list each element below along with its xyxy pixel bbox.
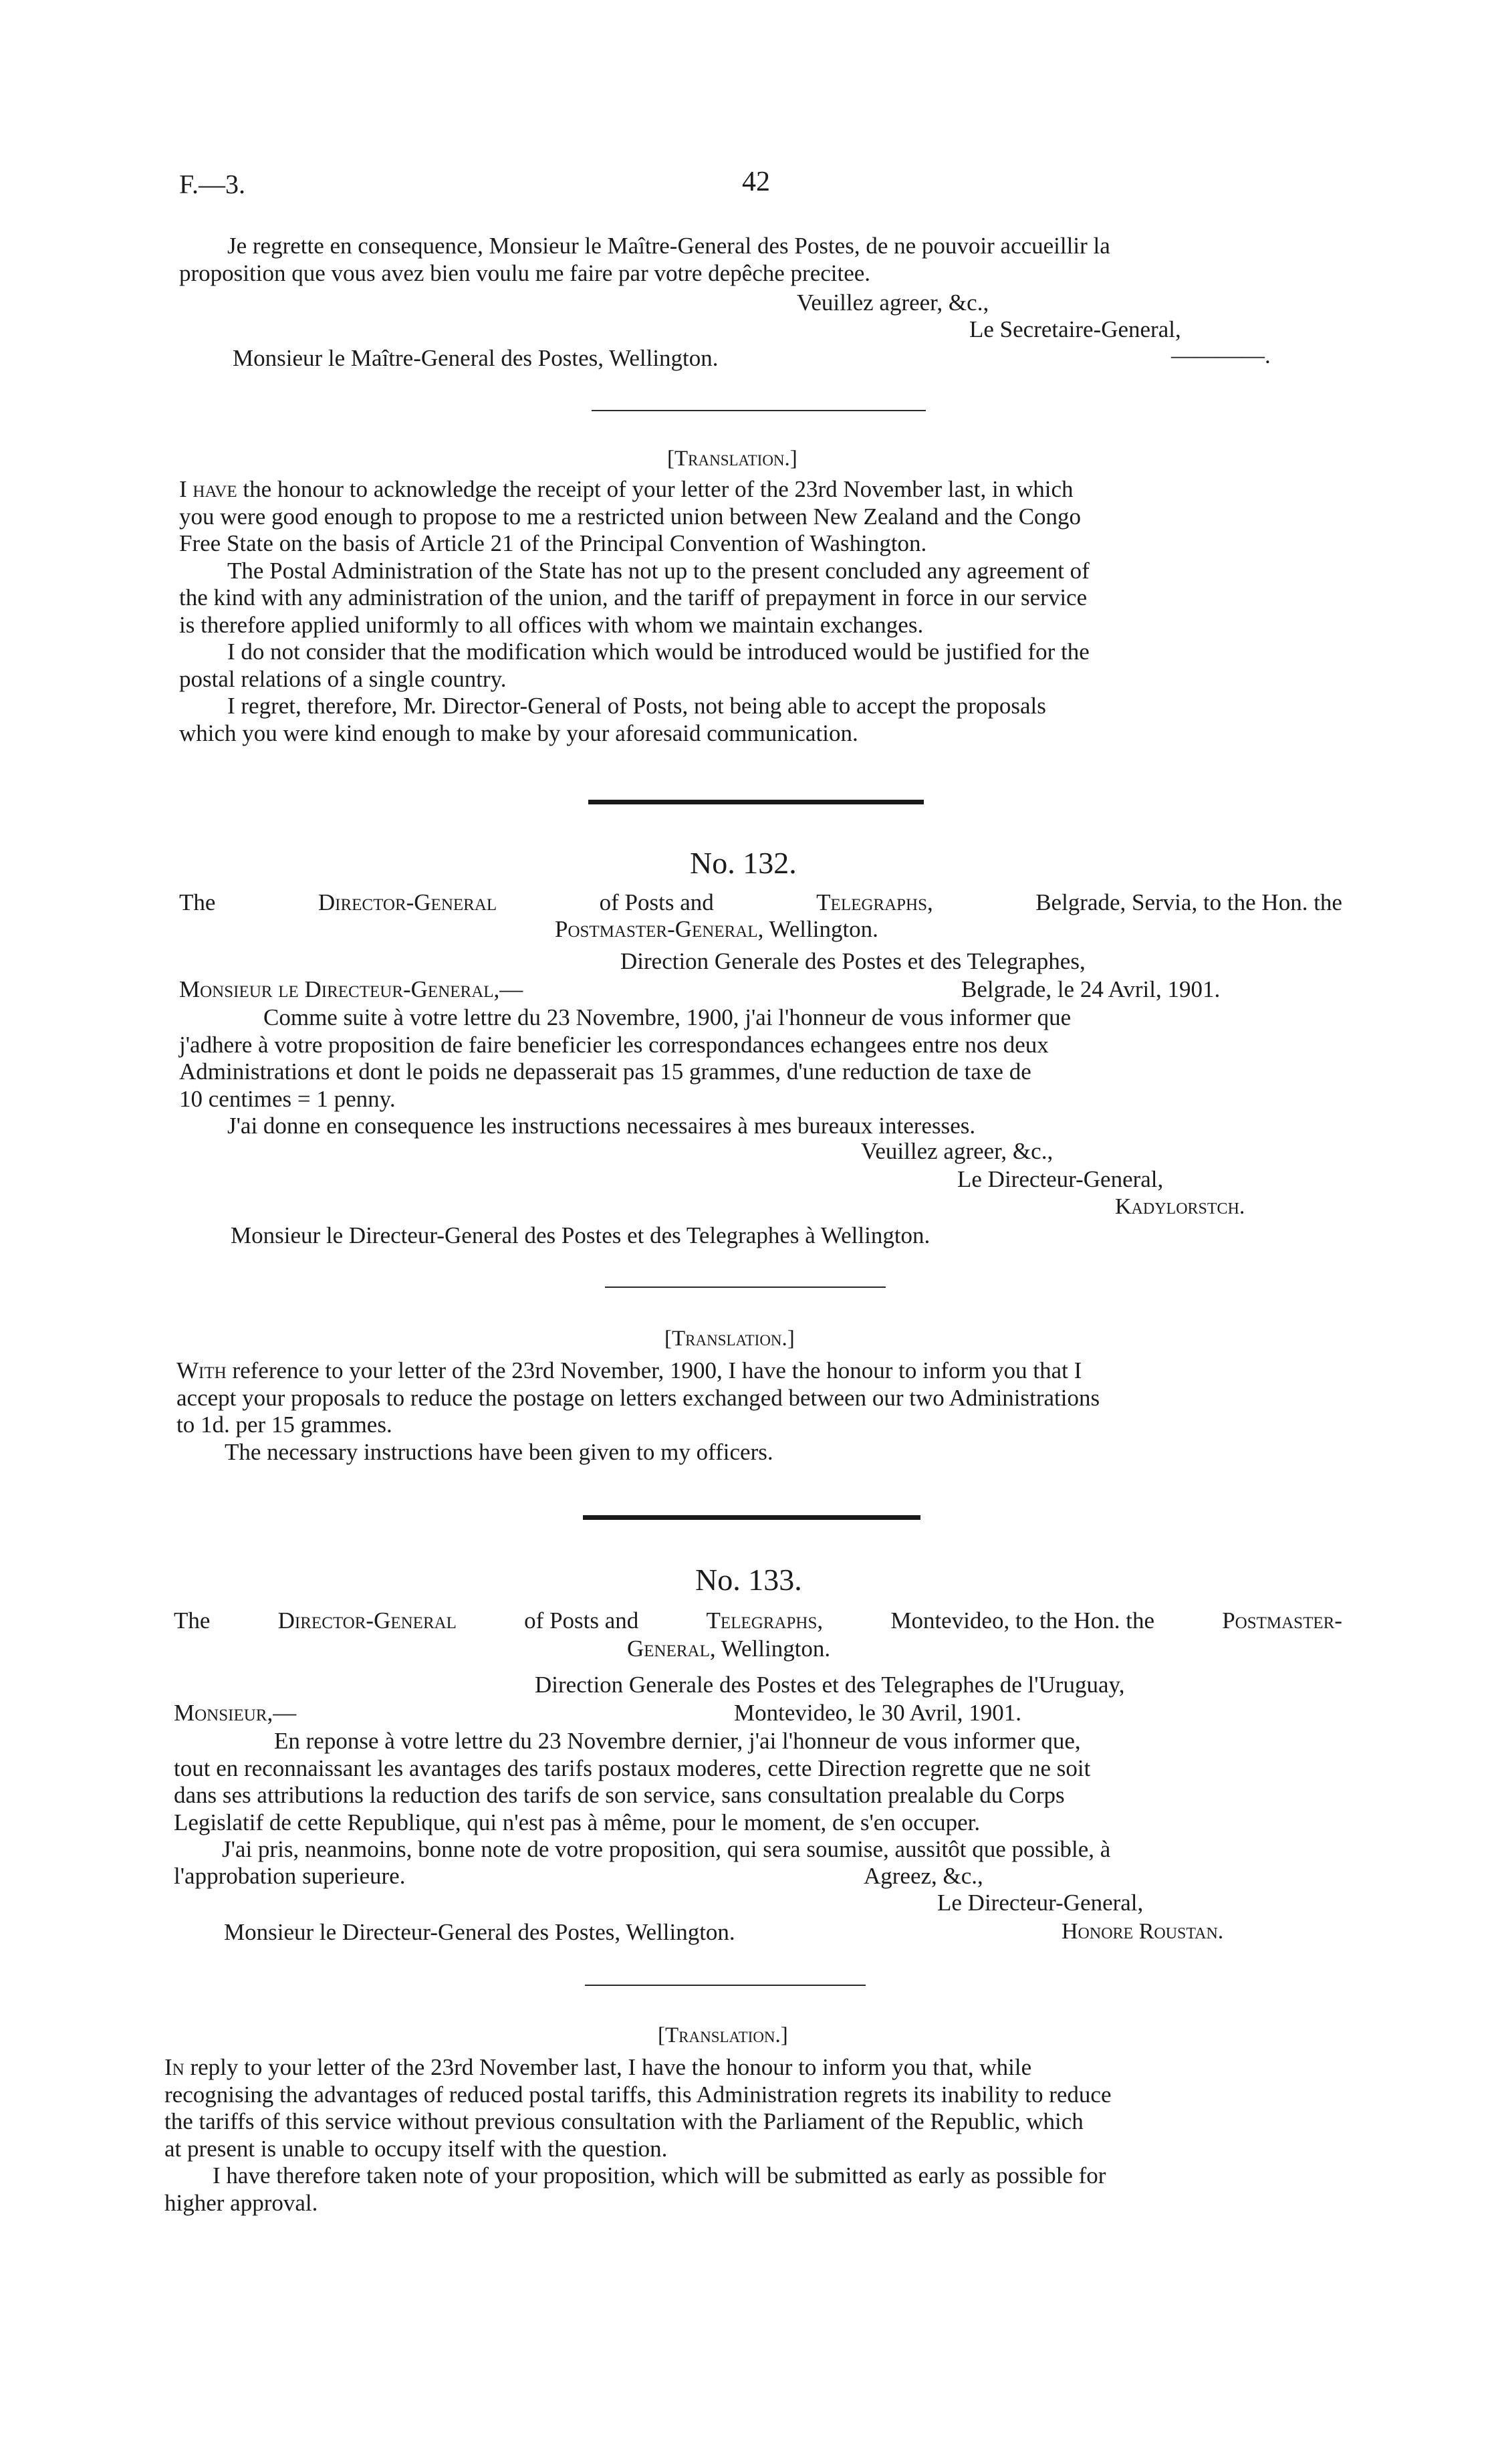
section-title-133: No. 133.: [695, 1563, 802, 1597]
text-line: Legislatif de cette Republique, qui n'est pas à même, pour le moment, de s'en occuper.: [174, 1809, 981, 1835]
translation-text-1: [179, 476, 1342, 747]
text-run: Telegraphs,: [816, 889, 933, 915]
text-run: The: [179, 889, 216, 915]
text-line: to 1d. per 15 grammes.: [176, 1412, 392, 1438]
text-run: Director-General: [277, 1607, 457, 1634]
text-line: J'ai pris, neanmoins, bonne note de votre proposition, qui sera soumise, aussitôt que possible, à: [222, 1836, 1111, 1862]
text-run: Postmaster-General,: [555, 916, 764, 942]
text-line: I do not consider that the modification which would be introduced would be justified for the: [227, 639, 1090, 665]
translation-text-2: [176, 1357, 1342, 1466]
place-date: Belgrade, le 24 Avril, 1901.: [961, 976, 1221, 1002]
translation-label: [Translation.]: [658, 2023, 788, 2047]
closing-phrase: Agreez, &c.,: [864, 1863, 983, 1889]
text-line: at present is unable to occupy itself with the question.: [164, 2135, 668, 2162]
text-line: J'ai donne en consequence les instructions necessaires à mes bureaux interesses.: [227, 1113, 976, 1139]
text-run: Wellington.: [769, 916, 878, 942]
subject-line: [174, 1607, 1342, 1634]
page-number: 42: [742, 166, 770, 197]
text-line: dans ses attributions la reduction des tarifs de son service, sans consultation prealable du Corps: [174, 1782, 1065, 1808]
text-line: 10 centimes = 1 penny.: [179, 1085, 396, 1112]
text-line: you were good enough to propose to me a restricted union between New Zealand and the Congo: [179, 503, 1082, 530]
text-line: tout en reconnaissant les avantages des tarifs postaux moderes, cette Direction regrette que ne soit: [174, 1755, 1091, 1781]
text-line: which you were kind enough to make by your aforesaid communication.: [179, 719, 858, 746]
text-line: I have therefore taken note of your proposition, which will be submitted as early as possible for: [213, 2162, 1106, 2189]
text-line: En reponse à votre lettre du 23 Novembre dernier, j'ai l'honneur de vous informer que,: [274, 1728, 1081, 1754]
text-line: The Postal Administration of the State has not up to the present concluded any agreement of: [227, 557, 1090, 584]
translation-label: [Translation.]: [664, 1327, 795, 1351]
text-run: Wellington.: [721, 1636, 831, 1662]
french-letter-132: [179, 1004, 1342, 1140]
lead-word: I have: [179, 476, 237, 502]
text-line: accept your proposals to reduce the postage on letters exchanged between our two Administrations: [176, 1384, 1100, 1411]
signatory-title: Le Secretaire-General,: [969, 316, 1181, 342]
french-letter-133: [174, 1728, 1342, 1864]
text-line: Comme suite à votre lettre du 23 Novembre, 1900, j'ai l'honneur de vous informer que: [263, 1004, 1072, 1030]
text-line: recognising the advantages of reduced postal tariffs, this Administration regrets its inability to reduce: [164, 2081, 1112, 2108]
text-run: Telegraphs,: [706, 1607, 824, 1634]
text-line: is therefore applied uniformly to all offices with whom we maintain exchanges.: [179, 611, 924, 638]
text-line: I regret, therefore, Mr. Director-General of Posts, not being able to accept the proposals: [227, 693, 1046, 719]
text-line: [164, 2054, 1342, 2082]
text-run: General,: [627, 1636, 716, 1662]
separator-rule: [605, 1286, 886, 1288]
text-line: Administrations et dont le poids ne depasserait pas 15 grammes, d'une reduction de taxe de: [179, 1058, 1031, 1085]
separator-rule: [592, 410, 926, 411]
office-name: Direction Generale des Postes et des Telegraphes de l'Uruguay,: [535, 1672, 1125, 1698]
text-run: Belgrade, Servia, to the Hon. the: [1035, 889, 1342, 915]
translation-label: [Translation.]: [667, 447, 797, 471]
closing-phrase: Veuillez agreer, &c.,: [797, 290, 989, 316]
signatory-title: Le Directeur-General,: [937, 1890, 1144, 1916]
text-line: l'approbation superieure.: [174, 1863, 406, 1889]
office-name: Direction Generale des Postes et des Telegraphes,: [620, 948, 1086, 974]
salutation: Monsieur le Directeur-General,—: [179, 976, 523, 1002]
signature-dash: ————.: [1171, 342, 1271, 368]
text-run: of Posts and: [599, 889, 714, 915]
text-line: Free State on the basis of Article 21 of the Principal Convention of Washington.: [179, 530, 927, 556]
text-line: the tariffs of this service without previous consultation with the Parliament of the Republic, which: [164, 2108, 1084, 2134]
text-line: [176, 1357, 1342, 1385]
signature: Honore Roustan.: [1062, 1919, 1224, 1944]
subject-line: [179, 889, 1342, 916]
subject-line-2: [627, 1636, 830, 1662]
text-run: Postmaster-: [1222, 1607, 1342, 1634]
document-reference: F.—3.: [179, 169, 246, 199]
addressee: Monsieur le Directeur-General des Postes et des Telegraphes à Wellington.: [231, 1222, 930, 1248]
text-line: postal relations of a single country.: [179, 665, 507, 692]
text-run: of Posts and: [524, 1607, 639, 1634]
section-divider: [583, 1515, 920, 1520]
section-divider: [588, 800, 924, 804]
text-run: Director-General: [318, 889, 497, 915]
closing-phrase: Veuillez agreer, &c.,: [861, 1138, 1053, 1164]
french-letter-131: [179, 233, 1342, 287]
text-line: higher approval.: [164, 2189, 318, 2216]
signatory-title: Le Directeur-General,: [957, 1166, 1164, 1192]
separator-rule: [585, 1985, 866, 1986]
text-run: Montevideo, to the Hon. the: [890, 1607, 1154, 1634]
place-date: Montevideo, le 30 Avril, 1901.: [734, 1700, 1021, 1726]
section-title-132: No. 132.: [690, 846, 797, 880]
text-run: reply to your letter of the 23rd November last, I have the honour to inform you that, while: [190, 2054, 1032, 2080]
text-line: Je regrette en consequence, Monsieur le Maître-General des Postes, de ne pouvoir accueillir la: [227, 233, 1110, 259]
salutation: Monsieur,—: [174, 1700, 297, 1726]
lead-word: With: [176, 1357, 227, 1383]
text-line: j'adhere à votre proposition de faire beneficier les correspondances echangees entre nos deux: [179, 1031, 1049, 1058]
subject-line-2: [555, 916, 878, 943]
text-line: proposition que vous avez bien voulu me faire par votre depêche precitee.: [179, 259, 871, 286]
text-line: the kind with any administration of the union, and the tariff of prepayment in force in our service: [179, 584, 1088, 610]
lead-word: In: [164, 2054, 184, 2080]
text-run: The: [174, 1607, 211, 1634]
text-line: The necessary instructions have been given to my officers.: [225, 1438, 773, 1465]
addressee: Monsieur le Maître-General des Postes, Wellington.: [233, 345, 719, 371]
text-run: reference to your letter of the 23rd November, 1900, I have the honour to inform you that I: [232, 1357, 1082, 1383]
text-line: [179, 476, 1342, 503]
translation-text-3: [164, 2054, 1342, 2217]
signature: Kadylorstch.: [1115, 1194, 1245, 1219]
addressee: Monsieur le Directeur-General des Postes, Wellington.: [224, 1919, 735, 1945]
text-run: the honour to acknowledge the receipt of your letter of the 23rd November last, in which: [243, 476, 1074, 502]
